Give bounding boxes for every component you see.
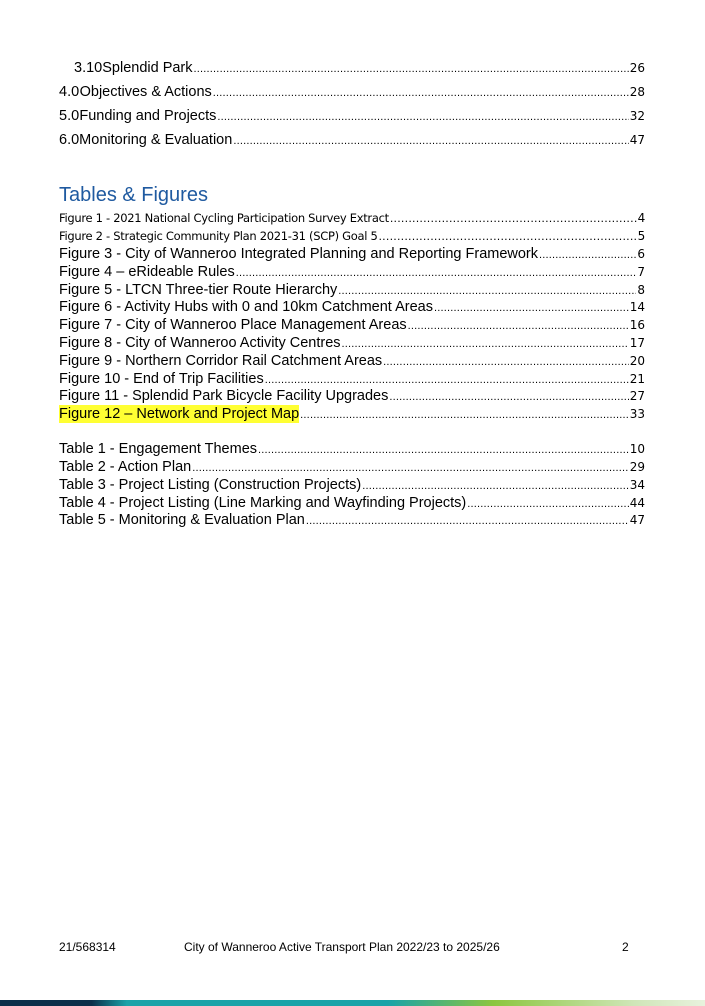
table-entry-title: Table 2 - Action Plan bbox=[59, 459, 192, 475]
figure-entry-title: Figure 1 - 2021 National Cycling Participation Survey Extract bbox=[59, 211, 389, 225]
table-entry-page: 34 bbox=[629, 478, 645, 492]
figure-entry-12[interactable] bbox=[59, 405, 645, 423]
toc-entry-page: 26 bbox=[629, 61, 645, 75]
table-entry-page: 10 bbox=[629, 442, 645, 456]
figure-entry-8[interactable] bbox=[59, 334, 645, 352]
figure-entry-title: Figure 6 - Activity Hubs with 0 and 10km Catchment Areas bbox=[59, 299, 433, 315]
figure-entry-page: 27 bbox=[629, 389, 645, 403]
figure-entry-page: 5 bbox=[637, 229, 645, 243]
table-entry-title: Table 4 - Project Listing (Line Marking and Wayfinding Projects) bbox=[59, 495, 467, 511]
dot-leader bbox=[362, 477, 629, 495]
figure-entry-page: 8 bbox=[637, 283, 645, 297]
toc-entry-title: Funding and Projects bbox=[79, 108, 217, 124]
figure-entry-9[interactable] bbox=[59, 352, 645, 370]
figure-entry-page: 14 bbox=[629, 300, 645, 314]
footer-doc-ref: 21/568314 bbox=[59, 940, 116, 954]
figure-entry-page: 20 bbox=[629, 354, 645, 368]
dot-leader bbox=[408, 317, 629, 335]
figure-entry-page: 4 bbox=[637, 211, 645, 225]
figure-entry-title: Figure 5 - LTCN Three-tier Route Hierarchy bbox=[59, 282, 338, 298]
table-entry-2[interactable] bbox=[59, 458, 645, 476]
dot-leader bbox=[217, 108, 628, 126]
figure-entry-title: Figure 11 - Splendid Park Bicycle Facility Upgrades bbox=[59, 388, 389, 404]
table-entry-title: Table 3 - Project Listing (Construction Projects) bbox=[59, 477, 362, 493]
figure-entry-title: Figure 8 - City of Wanneroo Activity Centres bbox=[59, 335, 341, 351]
table-entry-page: 29 bbox=[629, 460, 645, 474]
toc-entry-6-0[interactable] bbox=[59, 131, 645, 149]
toc-entry-page: 47 bbox=[629, 133, 645, 147]
dot-leader bbox=[236, 264, 637, 282]
table-entry-5[interactable] bbox=[59, 511, 645, 529]
dot-leader bbox=[378, 228, 636, 246]
toc-entry-5-0[interactable] bbox=[59, 107, 645, 125]
toc-entry-title: Splendid Park bbox=[102, 60, 193, 76]
table-entry-3[interactable] bbox=[59, 476, 645, 494]
dot-leader bbox=[192, 459, 629, 477]
dot-leader bbox=[342, 335, 629, 353]
table-entry-4[interactable] bbox=[59, 494, 645, 512]
toc-entry-page: 28 bbox=[629, 85, 645, 99]
figure-entry-10[interactable] bbox=[59, 370, 645, 388]
figure-entry-page: 21 bbox=[629, 372, 645, 386]
toc-entry-page: 32 bbox=[629, 109, 645, 123]
figure-entry-title: Figure 2 - Strategic Community Plan 2021-31 (SCP) Goal 5 bbox=[59, 229, 378, 243]
figure-entry-page: 17 bbox=[629, 336, 645, 350]
figure-entry-3[interactable] bbox=[59, 245, 645, 263]
figure-entry-5[interactable] bbox=[59, 281, 645, 299]
figure-entry-11[interactable] bbox=[59, 387, 645, 405]
table-entry-page: 44 bbox=[629, 496, 645, 510]
dot-leader bbox=[389, 388, 628, 406]
figure-entry-4[interactable] bbox=[59, 263, 645, 281]
toc-entry-number: 6.0 bbox=[59, 132, 80, 148]
figure-entry-7[interactable] bbox=[59, 316, 645, 334]
dot-leader bbox=[194, 60, 629, 78]
dot-leader bbox=[213, 84, 629, 102]
dot-leader bbox=[258, 441, 629, 459]
footer-color-band bbox=[0, 1000, 705, 1006]
figure-entry-page: 6 bbox=[637, 247, 645, 261]
toc-entry-title: Monitoring & Evaluation bbox=[79, 132, 233, 148]
dot-leader bbox=[539, 246, 636, 264]
toc-entry-3-10[interactable] bbox=[74, 59, 645, 77]
toc-entry-4-0[interactable] bbox=[59, 83, 645, 101]
figure-entry-2[interactable] bbox=[59, 227, 645, 245]
table-entry-page: 47 bbox=[629, 513, 645, 527]
table-entry-title: Table 1 - Engagement Themes bbox=[59, 441, 258, 457]
dot-leader bbox=[390, 210, 637, 228]
toc-entry-title: Objectives & Actions bbox=[79, 84, 212, 100]
figure-entry-6[interactable] bbox=[59, 298, 645, 316]
figure-entry-page: 33 bbox=[629, 407, 645, 421]
toc-entry-number: 4.0 bbox=[59, 84, 80, 100]
figure-entry-title: Figure 3 - City of Wanneroo Integrated Planning and Reporting Framework bbox=[59, 246, 539, 262]
dot-leader bbox=[306, 512, 629, 530]
figure-entry-title-highlighted: Figure 12 – Network and Project Map bbox=[59, 406, 300, 422]
tables-figures-heading: Tables & Figures bbox=[59, 184, 208, 206]
figure-entry-1[interactable] bbox=[59, 209, 645, 227]
footer-doc-title: City of Wanneroo Active Transport Plan 2022/23 to 2025/26 bbox=[184, 940, 500, 954]
toc-entry-number: 5.0 bbox=[59, 108, 80, 124]
figure-entry-page: 16 bbox=[629, 318, 645, 332]
table-entry-1[interactable] bbox=[59, 440, 645, 458]
figure-entry-page: 7 bbox=[637, 265, 645, 279]
toc-entry-number: 3.10 bbox=[74, 60, 103, 76]
footer-page-number: 2 bbox=[622, 940, 629, 954]
figure-entry-title: Figure 7 - City of Wanneroo Place Management Areas bbox=[59, 317, 407, 333]
figure-entry-title: Figure 9 - Northern Corridor Rail Catchment Areas bbox=[59, 353, 383, 369]
figure-entry-title: Figure 10 - End of Trip Facilities bbox=[59, 371, 264, 387]
dot-leader bbox=[300, 406, 629, 424]
dot-leader bbox=[383, 353, 629, 371]
figure-entry-title: Figure 4 – eRideable Rules bbox=[59, 264, 235, 280]
table-entry-title: Table 5 - Monitoring & Evaluation Plan bbox=[59, 512, 305, 528]
dot-leader bbox=[434, 299, 629, 317]
dot-leader bbox=[233, 132, 628, 150]
